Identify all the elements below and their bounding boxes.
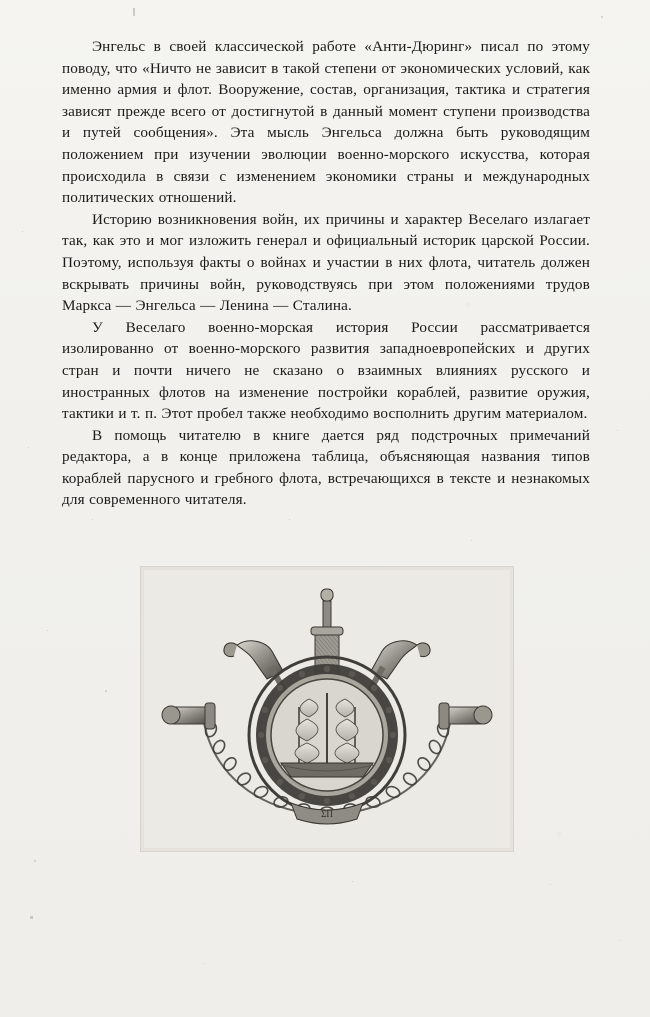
naval-emblem-engraving bbox=[141, 567, 513, 851]
margin-mark-left bbox=[30, 916, 33, 919]
illustration-frame bbox=[140, 566, 514, 852]
paragraph-4: В помощь читателю в книге дается ряд подстрочных примечаний редактора, а в конце приложена таблица, объясняющая названия типов кораблей парусного и гребного флота, встречающихся в тексте и незнакомых для современного читателя. bbox=[62, 426, 590, 509]
svg-text:ΣΠ: ΣΠ bbox=[321, 809, 333, 819]
body-text bbox=[62, 36, 590, 511]
paragraph-3: У Веселаго военно-морская история России рассматривается изолированно от военно-морского развития западноевропейских и других стран и почти ничего не сказано о взаимных влияниях русского и иностранных флотов на изменение постройки кораблей, развитие оружия, тактики и т. п. Этот пробел также необходимо восполнить другим материалом. bbox=[62, 318, 590, 423]
paragraph-2: Историю возникновения войн, их причины и характер Веселаго излагает так, как это и мог изложить генерал и официальный историк царской России. Поэтому, используя факты о войнах и участии в них флота, читатель должен вскрывать причины войн, руководствуясь при этом положениями трудов Маркса — Энгельса — Ленина — Сталина. bbox=[62, 210, 590, 315]
paragraph-1: Энгельс в своей классической работе «Анти-Дюринг» писал по этому поводу, что «Ничто не зависит в такой степени от экономических условий, как именно армия и флот. Вооружение, состав, организация, тактика и стратегия зависят прежде всего от достигнутой в данный момент ступени производства и путей сообщения». Эта мысль Энгельса должна быть руководящим положением при изучении эволюции военно-морского искусства, которая происходила в связи с изменением экономики страны и международных политических отношений. bbox=[62, 38, 590, 207]
margin-mark-top bbox=[133, 8, 135, 16]
